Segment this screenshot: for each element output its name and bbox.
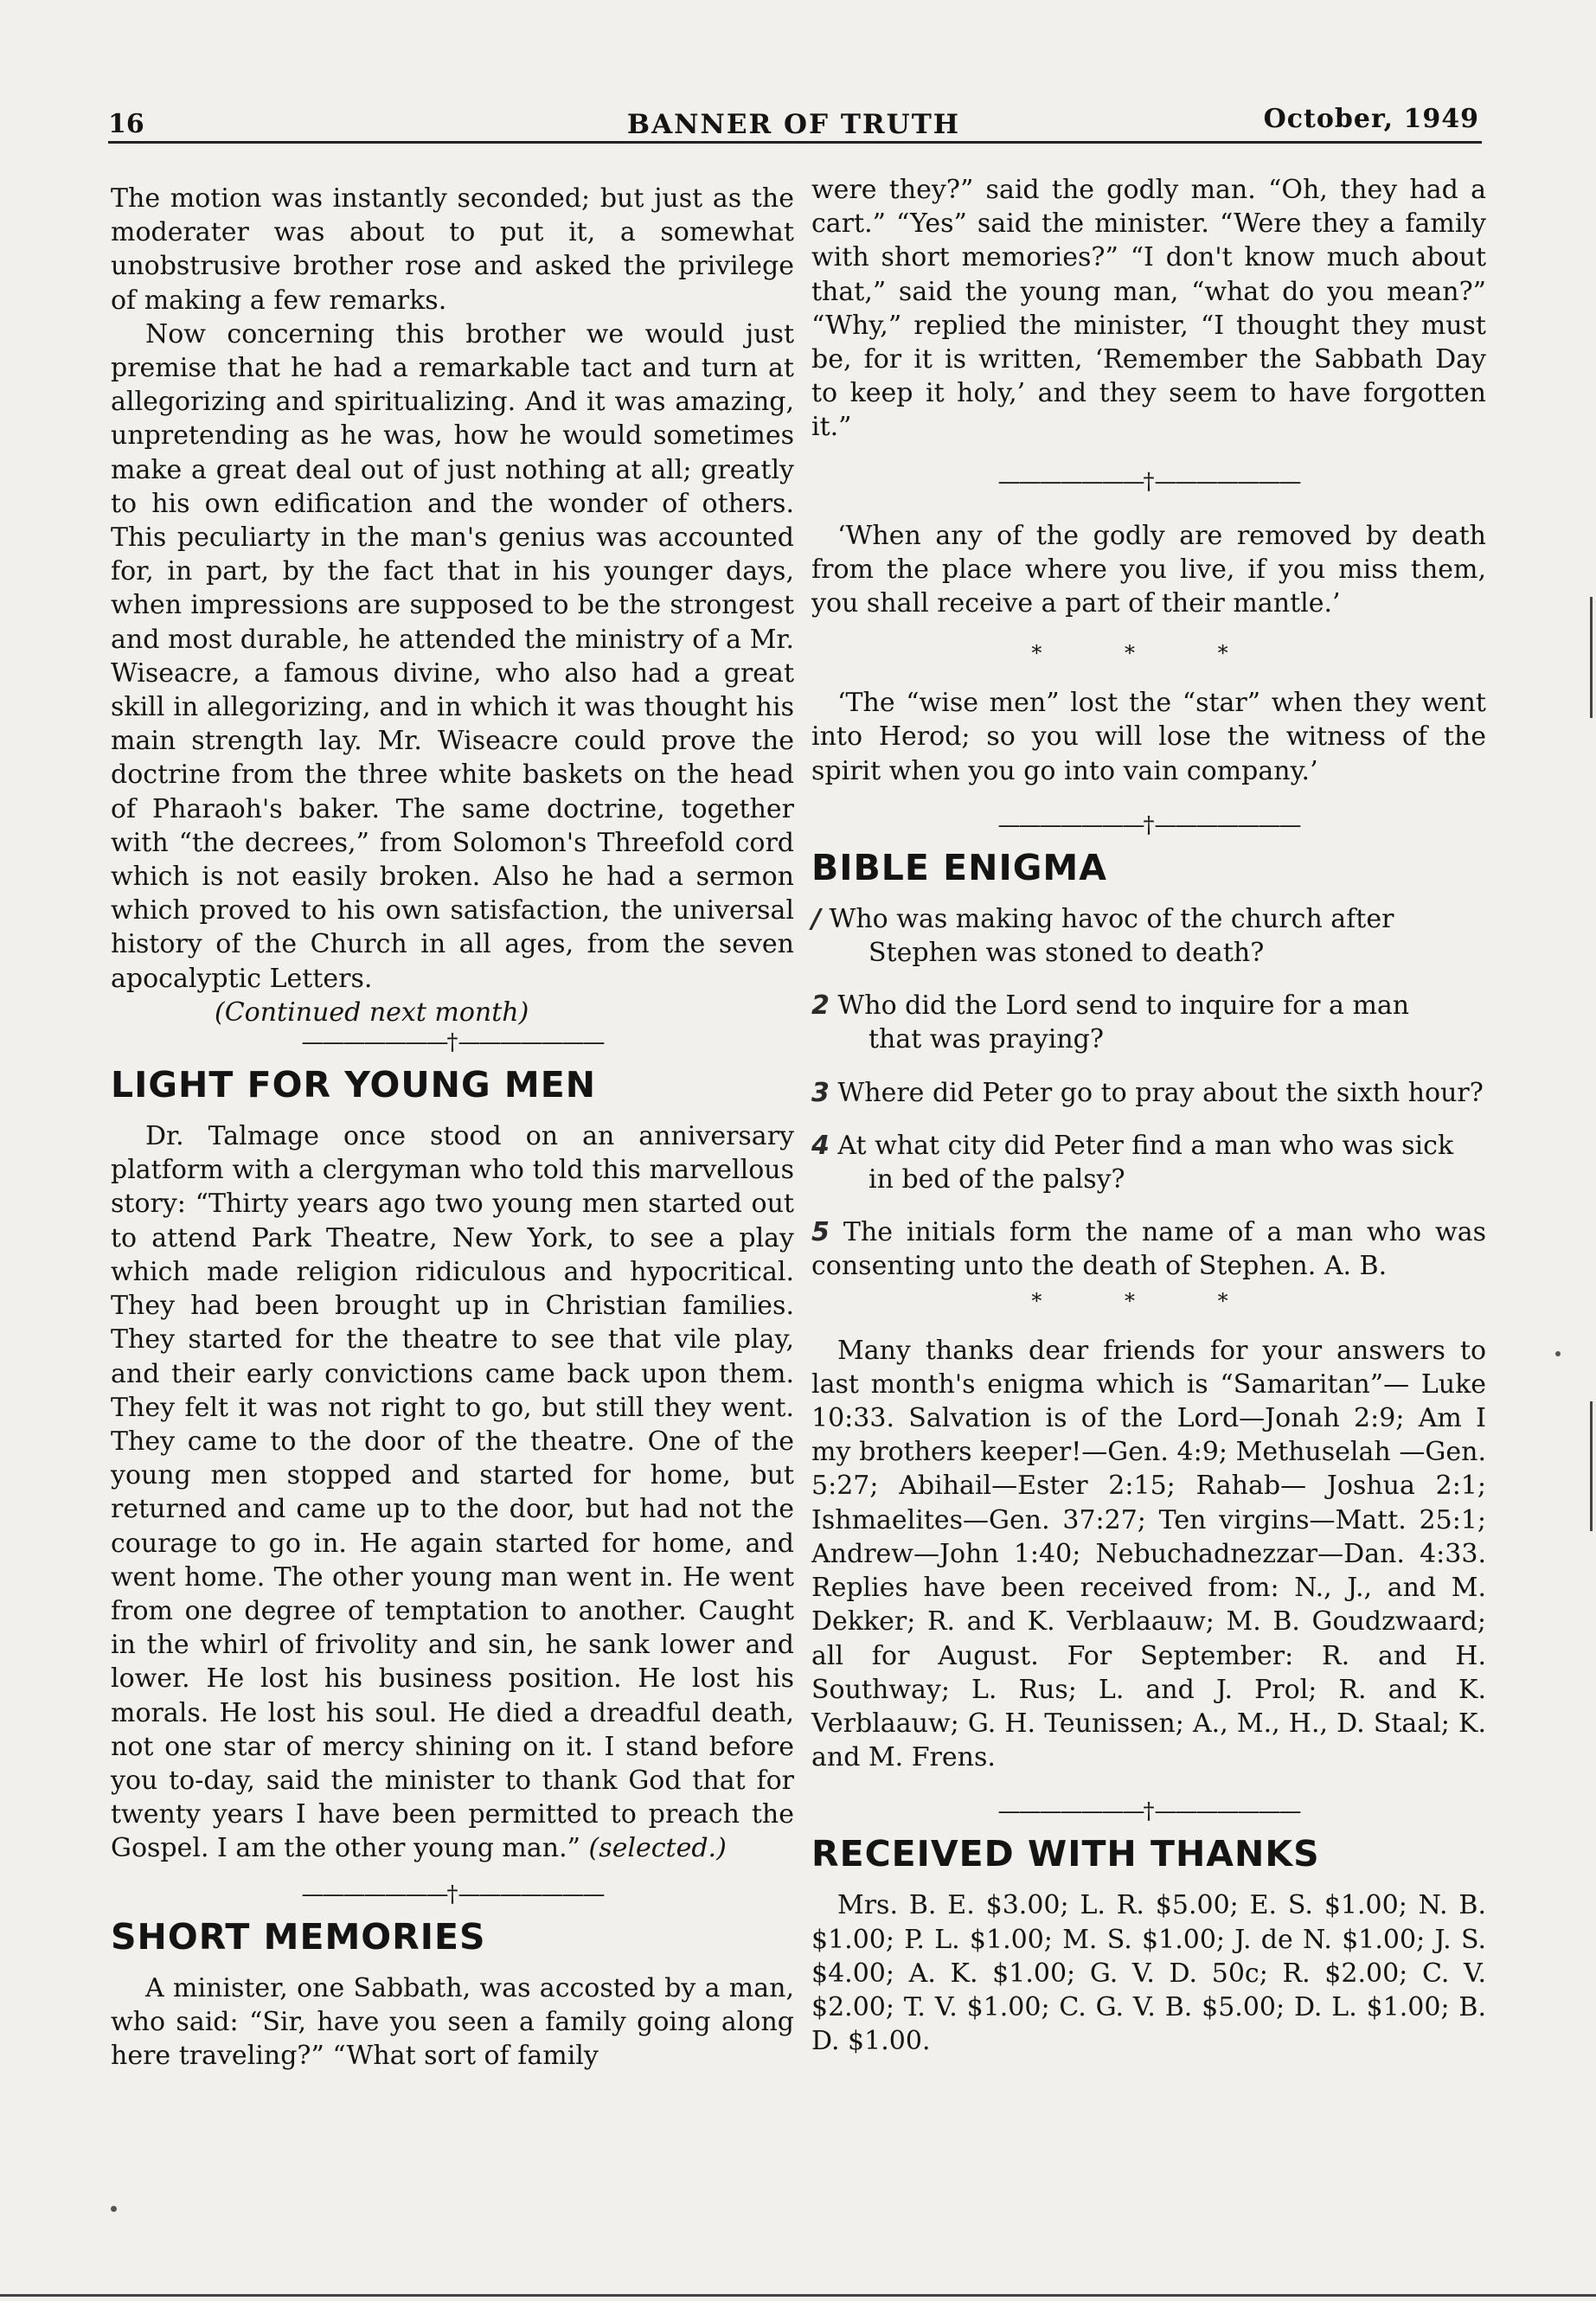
handwritten-mark: / — [811, 903, 821, 934]
section-separator: ———————†——————— — [301, 1029, 604, 1056]
question-text: that was praying? — [869, 1024, 1104, 1055]
handwritten-mark: 5 — [811, 1217, 830, 1248]
scan-speck — [111, 2206, 117, 2212]
enigma-question — [811, 1129, 1486, 1196]
donations-list: Mrs. B. E. $3.00; L. R. $5.00; E. S. $1.00; N. B. $1.00; P. L. $1.00; M. S. $1.00; J. de N. $1.00; J. S. $4.00; A. K. $1.00; G. V. D. 50c; R. $2.00; C. V. $2.00; T. V. $1.00; C. G. V. B. $5.00; D. L. $1.00; B. D. $1.00. — [811, 1890, 1486, 2057]
handwritten-mark: 2 — [811, 990, 830, 1022]
article-paragraph: were they?” said the godly man. “Oh, they had a cart.” “Yes” said the minister. “Were they a family with short memories?” “I don't know much about that,” said the young man, “what do you mean?” “Why,” replied the minister, “I thought they must be, for it is written, ‘Remember the Sabbath Day to keep it holy,’ and they seem to have forgotten it.” — [811, 175, 1486, 443]
article-paragraph: A minister, one Sabbath, was accosted by a man, who said: “Sir, have you seen a family going along here traveling?” “What sort of family — [111, 1972, 794, 2071]
scan-edge-mark — [1590, 597, 1593, 718]
section-heading-received-with-thanks: RECEIVED WITH THANKS — [811, 1833, 1320, 1875]
page-header — [108, 102, 1479, 144]
enigma-question — [811, 989, 1486, 1056]
section-separator: ———————†——————— — [301, 1881, 604, 1907]
enigma-final — [811, 1215, 1486, 1283]
section-separator: ———————†——————— — [997, 811, 1300, 838]
stars-divider: * * * — [1031, 1288, 1266, 1313]
section-heading-light-for-young-men: LIGHT FOR YOUNG MEN — [111, 1064, 597, 1106]
question-text: Who was making havoc of the church after — [829, 903, 1394, 934]
quote: ‘When any of the godly are removed by death from the place where you live, if you miss them, you shall receive a part of their mantle.’ — [811, 520, 1486, 619]
stars-divider: * * * — [1031, 641, 1266, 666]
article-paragraph — [111, 1119, 794, 1865]
left-column — [111, 182, 794, 2073]
dagger-icon: † — [446, 1029, 458, 1056]
enigma-question — [811, 902, 1486, 970]
quote: ‘The “wise men” lost the “star” when they went into Herod; so you will lose the witness of the spirit when you go into vain company.’ — [811, 688, 1486, 786]
dagger-icon: † — [446, 1881, 458, 1907]
dagger-icon: † — [1143, 811, 1155, 838]
page-number: 16 — [108, 109, 144, 139]
right-column — [811, 173, 1486, 2058]
dagger-icon: † — [1143, 468, 1155, 495]
dagger-icon: † — [1143, 1798, 1155, 1825]
section-heading-bible-enigma: BIBLE ENIGMA — [811, 846, 1107, 888]
handwritten-mark: 4 — [811, 1130, 830, 1161]
scan-bottom-edge — [0, 2294, 1596, 2297]
question-text: Stephen was stoned to death? — [869, 938, 1265, 969]
issue-date: October, 1949 — [1263, 104, 1479, 134]
question-text: At what city did Peter find a man who was sick — [837, 1130, 1454, 1161]
handwritten-mark: 3 — [811, 1077, 830, 1108]
scan-speck — [1555, 1351, 1561, 1356]
section-heading-short-memories: SHORT MEMORIES — [111, 1915, 486, 1958]
enigma-question — [811, 1076, 1486, 1110]
thanks-answers: Many thanks dear friends for your answers to last month's enigma which is “Samaritan”— Luke 10:33. Salvation is of the Lord—Jonah 2:9; Am I my brothers keeper!—Gen. 4:9; Methuselah —Gen. 5:27; Abihail—Ester 2:15; Rahab— Joshua 2:1; Ishmaelites—Gen. 37:27; Ten virgins—Matt. 25:1; Andrew—John 1:40; Nebuchadnezzar—Dan. 4:33. Replies have been received from: N., J., and M. Dekker; R. and K. Verblaauw; M. B. Goudzwaard; all for August. For September: R. and H. Southway; L. Rus; L. and J. Prol; R. and K. Verblaauw; G. H. Teunissen; A., M., H., D. Staal; K. and M. Frens. — [811, 1335, 1486, 1773]
question-text: Where did Peter go to pray about the sixth hour? — [837, 1077, 1484, 1108]
publication-title: BANNER OF TRUTH — [626, 109, 961, 140]
question-text: in bed of the palsy? — [869, 1164, 1125, 1195]
enigma-final-text: The initials form the name of a man who was consenting unto the death of Stephen. A. B. — [811, 1217, 1486, 1282]
question-text: Who did the Lord send to inquire for a man — [837, 990, 1410, 1022]
section-separator: ———————†——————— — [997, 468, 1300, 495]
header-rule — [108, 141, 1482, 144]
scan-edge-mark — [1590, 1401, 1593, 1531]
continued-note: (Continued next month) — [215, 997, 529, 1028]
article-paragraph: The motion was instantly seconded; but just as the moderater was about to put it, a somewhat unobstrusive brother rose and asked the privilege of making a few remarks. — [111, 183, 794, 316]
article-paragraph: Now concerning this brother we would just premise that he had a remarkable tact and turn at allegorizing and spiritualizing. And it was amazing, unpretending as he was, how he would sometimes make a great deal out of just nothing at all; greatly to his own edification and the wonder of others. This peculiarty in the man's genius was accounted for, in part, by the fact that in his younger days, when impressions are supposed to be the strongest and most durable, he attended the ministry of a Mr. Wiseacre, a famous divine, who also had a great skill in allegorizing, and in which it was thought his main strength lay. Mr. Wiseacre could prove the doctrine from the three white baskets on the head of Pharaoh's baker. The same doctrine, together with “the decrees,” from Solomon's Threefold cord which is not easily broken. Also he had a sermon which proved to his own satisfaction, the universal history of the Church in all ages, from the seven apocalyptic Letters. — [111, 318, 794, 994]
story-text: Dr. Talmage once stood on an anniversary platform with a clergyman who told this marvellous story: “Thirty years ago two young men started out to attend Park Theatre, New York, to see a play which made religion ridiculous and hypocritical. They had been brought up in Christian families. They started for the theatre to see that vile play, and their early convictions came back upon them. They felt it was not right to go, but still they went. They came to the door of the theatre. One of the young men stopped and started for home, but returned and came up to the door, but had not the courage to go in. He again started for home, and went home. The other young man went in. He went from one degree of temptation to another. Caught in the whirl of frivolity and sin, he sank lower and lower. He lost his business position. He lost his morals. He lost his soul. He died a dreadful death, not one star of mercy shining on it. I stand before you to-day, said the minister to thank God that for twenty years I have been permitted to preach the Gospel. I am the other young man.” — [111, 1121, 794, 1864]
section-separator: ———————†——————— — [997, 1798, 1300, 1825]
selected-note: (selected.) — [588, 1833, 727, 1864]
